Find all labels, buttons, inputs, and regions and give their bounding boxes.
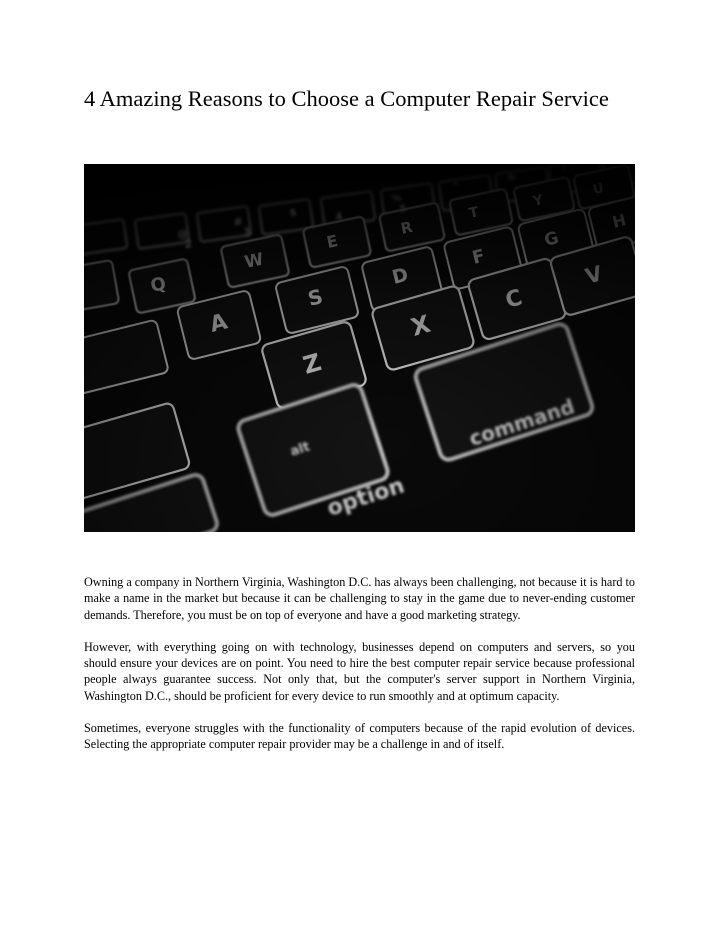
paragraph-intro: Owning a company in Northern Virginia, Washington D.C. has always been challenging, not because it is hard to make a name in the market but because it can be challenging to stay in the game due to never-ending customer demands. Therefore, you must be on top of everyone and have a good marketing strategy.: [84, 575, 636, 622]
paragraph-functionality: Sometimes, everyone struggles with the functionality of computers because of the rapid evolution of devices. Selecting the appropriate computer repair provider may be a challenge in and of itself.: [84, 721, 635, 752]
keyboard-illustration: [84, 164, 635, 532]
article-body: [84, 574, 635, 769]
keyboard-photo: [84, 164, 635, 532]
paragraph-technology: However, with everything going on with technology, businesses depend on computers and servers, so you should ensure your devices are on point. You need to hire the best computer repair service because professional people always guarantee success. Not only that, but the computer's server support in Northern Virginia, Washington D.C., should be proficient for every device to run smoothly and at optimum capacity.: [84, 639, 635, 703]
page-title: 4 Amazing Reasons to Choose a Computer Repair Service: [84, 86, 609, 111]
